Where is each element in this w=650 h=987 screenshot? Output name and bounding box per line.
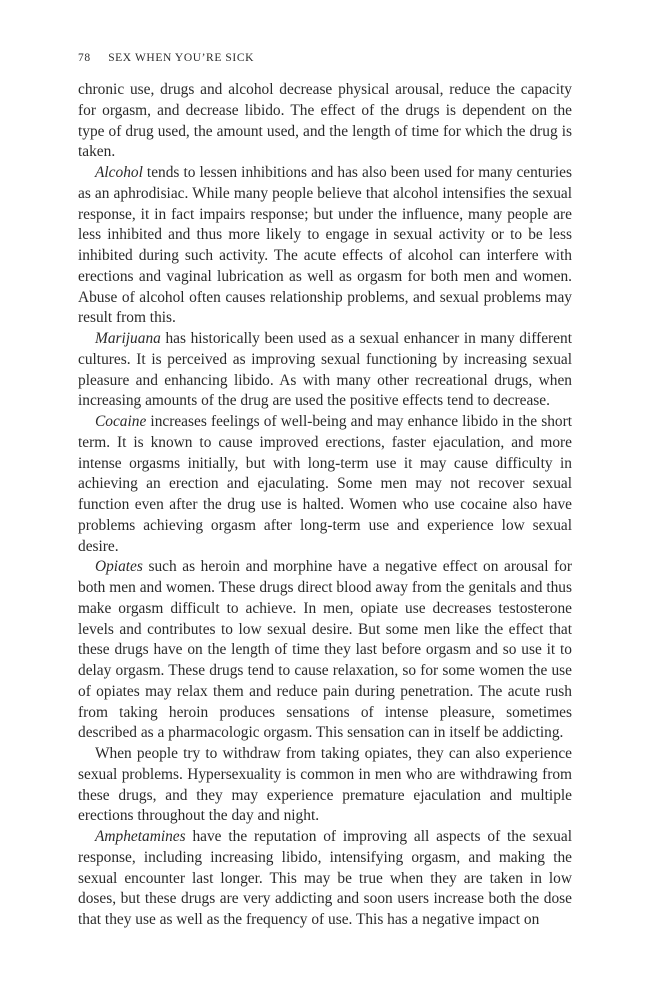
term-marijuana: Marijuana: [95, 330, 161, 347]
running-title: SEX WHEN YOU’RE SICK: [108, 52, 255, 64]
paragraph-cocaine: [78, 412, 572, 557]
term-cocaine: Cocaine: [95, 413, 147, 430]
paragraph-text: has historically been used as a sexual enhancer in many different cultures. It is perceived as improving sexual functioning by increasing sexual pleasure and enhancing libido. As with many other recreational drugs, when increasing amounts of the drug are used the positive effects tend to decrease.: [78, 330, 572, 410]
paragraph-text: tends to lessen inhibitions and has also been used for many centuries as an aphrodisiac. While many people believe that alcohol intensifies the sexual response, it in fact impairs response; but under the influence, many people are less inhibited and thus more likely to engage in sexual activity or to be less inhibited during such activity. The acute effects of alcohol can interfere with erections and vaginal lubrication as well as orgasm for both men and women. Abuse of alcohol often causes relationship problems, and sexual problems may result from this.: [78, 164, 572, 327]
paragraph-text: increases feelings of well-being and may enhance libido in the short term. It is known to cause improved erections, faster ejaculation, and more intense orgasms initially, but with long-term use it may cause difficulty in achieving an erection and ejaculating. Some men may not recover sexual function even after the drug use is halted. Women who use cocaine also have problems achieving orgasm after long-term use and experience low sexual desire.: [78, 413, 572, 555]
running-head: [78, 52, 254, 64]
term-amphetamines: Amphetamines: [95, 828, 186, 845]
term-opiates: Opiates: [95, 558, 143, 576]
paragraph-alcohol: [78, 163, 572, 329]
paragraph-text: chronic use, drugs and alcohol decrease physical arousal, reduce the capacity for orgasm, and decrease libido. The effect of the drugs is dependent on the type of drug used, the amount used, and the length of time for which the drug is taken.: [78, 81, 572, 161]
paragraph-text: When people try to withdraw from taking opiates, they can also experience sexual problems. Hypersexuality is common in men who are withdrawing from these drugs, and they may experience premature ejaculation and multiple erections throughout the day and night.: [78, 745, 572, 825]
paragraph-opiate-withdrawal: [78, 744, 572, 827]
body-text: [78, 80, 572, 931]
page-number: 78: [78, 52, 91, 64]
term-alcohol: Alcohol: [95, 164, 143, 181]
paragraph-text: such as heroin and morphine have a negative effect on arousal for both men and women. These drugs direct blood away from the genitals and thus make orgasm difficult to achieve. In men, opiate use decreases testosterone levels and contributes to low sexual desire. But some men like the effect that these drugs have on the length of time they last before orgasm and so use it to delay orgasm. These drugs tend to cause relaxation, so for some women the use of opiates may relax them and reduce pain during penetration. The acute rush from taking heroin produces sensations of intense pleasure, sometimes described as a pharmacologic orgasm. This sensation can in itself be addicting.: [78, 558, 572, 742]
paragraph-amphetamines: [78, 827, 572, 931]
paragraph-text: have the reputation of improving all aspects of the sexual response, including increasing libido, intensifying orgasm, and making the sexual encounter last longer. This may be true when they are taken in low doses, but these drugs are very addicting and soon users increase both the dose that they use as well as the frequency of use. This has a negative impact on: [78, 828, 572, 928]
paragraph-continuation: [78, 80, 572, 163]
paragraph-marijuana: [78, 329, 572, 412]
paragraph-opiates: [78, 557, 572, 744]
